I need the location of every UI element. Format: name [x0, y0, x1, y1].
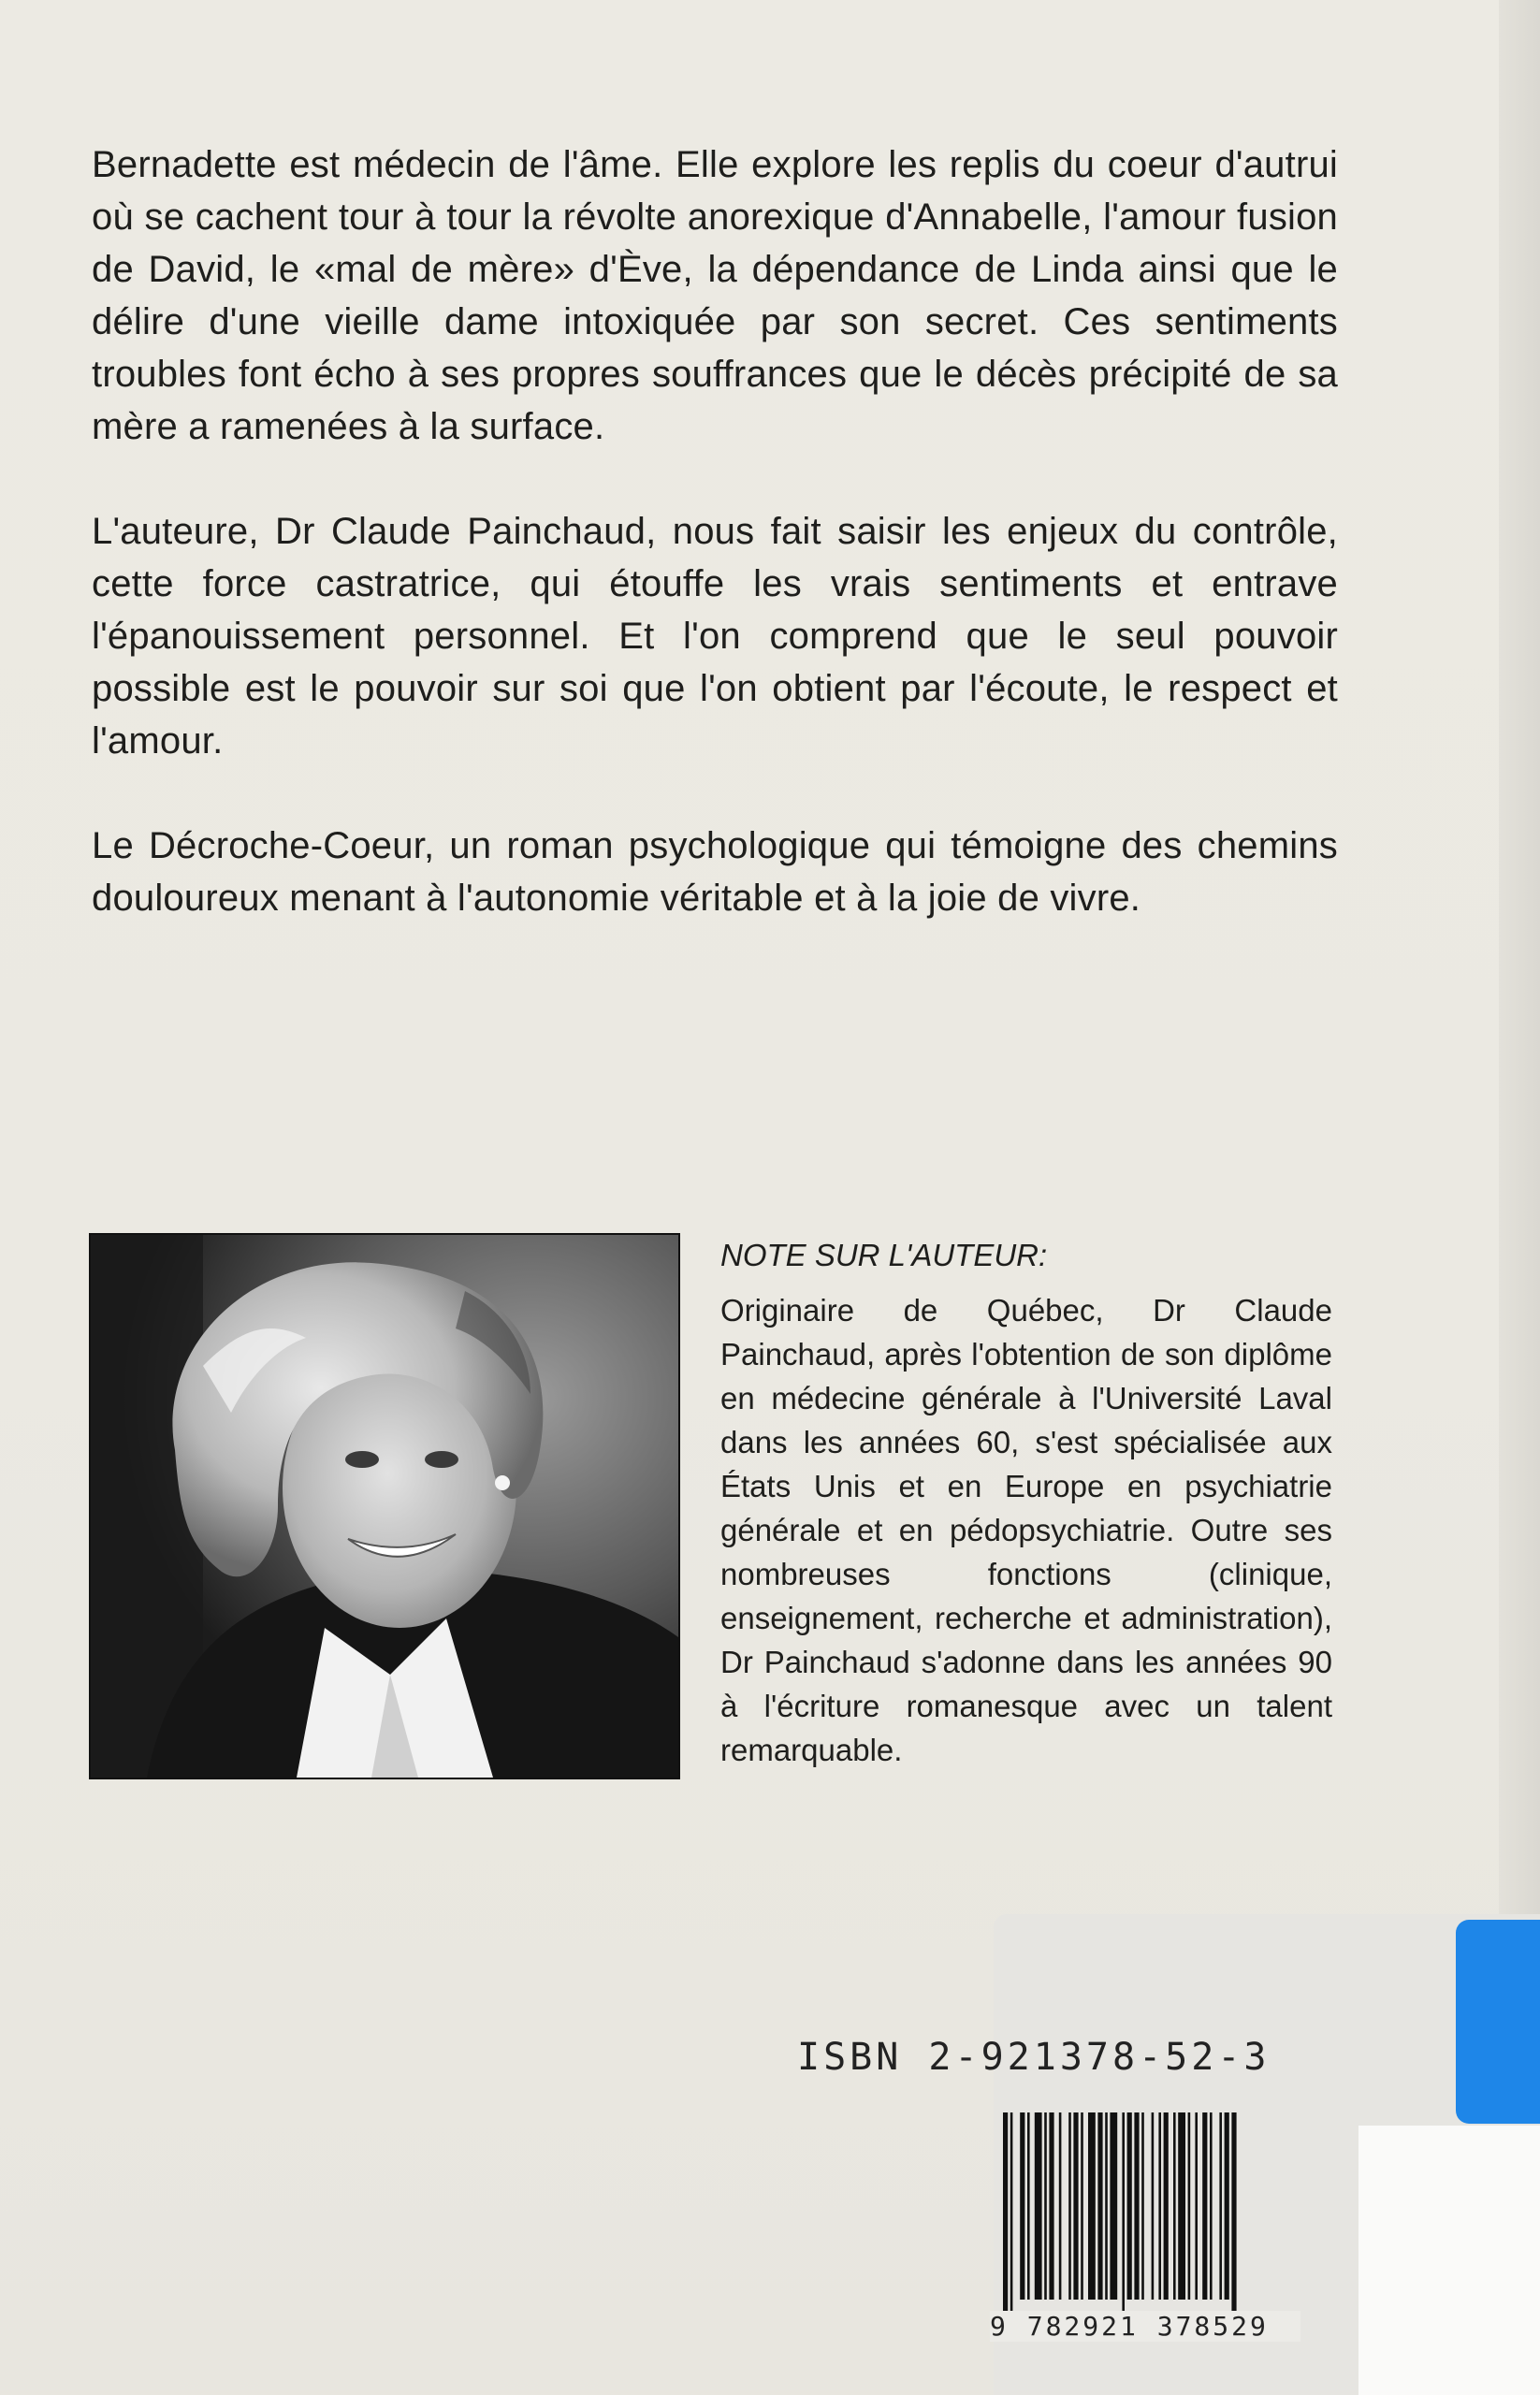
barcode [990, 2112, 1300, 2337]
barcode-bar [1068, 2112, 1071, 2300]
barcode-bar [1225, 2112, 1229, 2300]
barcode-number: 9 782921 378529 [990, 2311, 1300, 2342]
back-cover-blurb [92, 138, 1338, 977]
barcode-bar [1010, 2112, 1013, 2314]
barcode-bar [1158, 2112, 1161, 2300]
blurb-paragraph-1: Bernadette est médecin de l'âme. Elle explore les replis du coeur d'autrui où se cachent tour à tour la révolte anorexique d'Annabelle, l'amour fusion de David, le «mal de mère» d'Ève, la dépendance de Linda ainsi que le délire d'une vieille dame intoxiquée par son secret. Ces sentiments troubles font écho à ses propres souffrances que le décès précipité de sa mère a ramenées à la surface. [92, 144, 1338, 447]
barcode-bar [1231, 2112, 1236, 2314]
barcode-bar [1127, 2112, 1132, 2300]
barcode-bar [1188, 2112, 1191, 2300]
barcode-bar [1210, 2112, 1213, 2300]
barcode-bar [1195, 2112, 1198, 2300]
barcode-bar [1073, 2112, 1078, 2300]
barcode-bar [1219, 2112, 1222, 2300]
barcode-bar [1173, 2112, 1176, 2300]
barcode-bar [1020, 2112, 1024, 2300]
barcode-bar [1081, 2112, 1083, 2300]
barcode-bar [1003, 2112, 1008, 2314]
barcode-bar [1164, 2112, 1169, 2300]
isbn-text: ISBN 2-921378-52-3 [797, 2036, 1271, 2079]
barcode-bar [1134, 2112, 1139, 2300]
barcode-bar [1152, 2112, 1155, 2300]
barcode-bar [1105, 2112, 1108, 2300]
barcode-bar [1088, 2112, 1096, 2300]
barcode-bar [1178, 2112, 1185, 2300]
author-note [720, 1233, 1332, 1772]
barcode-bar [1110, 2112, 1117, 2300]
barcode-bar [1049, 2112, 1053, 2300]
author-portrait-image [91, 1235, 678, 1778]
blue-library-tab [1456, 1920, 1540, 2124]
barcode-bar [1027, 2112, 1030, 2300]
author-photo [89, 1233, 680, 1779]
barcode-bar [1097, 2112, 1102, 2300]
barcode-bar [1059, 2112, 1062, 2300]
white-label [1358, 2126, 1540, 2395]
barcode-bar [1044, 2112, 1047, 2300]
barcode-bar [1202, 2112, 1207, 2300]
blurb-paragraph-2: L'auteure, Dr Claude Painchaud, nous fait saisir les enjeux du contrôle, cette force castratrice, qui étouffe les vrais sentiments et entrave l'épanouissement personnel. Et l'on comprend que le seul pouvoir possible est le pouvoir sur soi que l'on obtient par l'écoute, le respect et l'amour. [92, 511, 1338, 762]
author-note-title: NOTE SUR L'AUTEUR: [720, 1238, 1048, 1272]
author-note-text: Originaire de Québec, Dr Claude Painchaud, après l'obtention de son diplôme en médecine générale à l'Université Laval dans les années 60, s'est spécialisée aux États Unis et en Europe en psychiatrie générale et en pédopsychiatrie. Outre ses nombreuses fonctions (clinique, enseignement, recherche et administration), Dr Painchaud s'adonne dans les années 90 à l'écriture romanesque avec un talent remarquable. [720, 1293, 1332, 1767]
barcode-bar [1035, 2112, 1042, 2300]
barcode-bar [1122, 2112, 1125, 2314]
barcode-bars [990, 2112, 1300, 2314]
blurb-paragraph-3: Le Décroche-Coeur, un roman psychologique qui témoigne des chemins douloureux menant à l'autonomie véritable et à la joie de vivre. [92, 825, 1338, 919]
barcode-bar [1141, 2112, 1144, 2300]
